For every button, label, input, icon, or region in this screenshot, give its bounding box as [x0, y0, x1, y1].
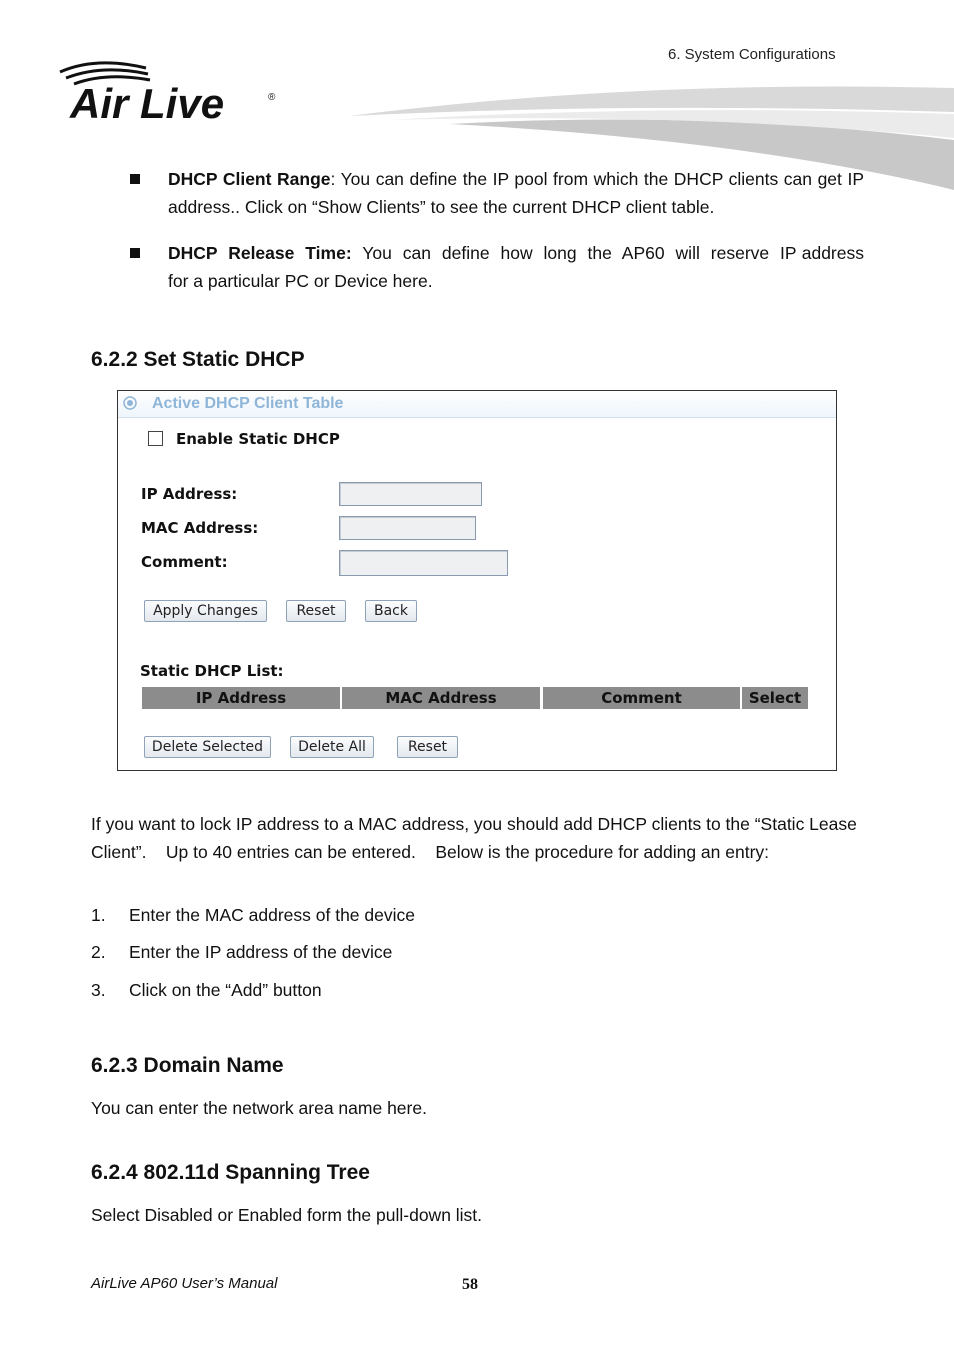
- delete-all-button[interactable]: Delete All: [290, 736, 374, 758]
- static-dhcp-screenshot: [117, 390, 837, 771]
- step-text: Enter the IP address of the device: [129, 942, 393, 962]
- panel-title-bar: [118, 391, 836, 418]
- column-header-comment: Comment: [543, 687, 740, 709]
- step-1: [91, 905, 415, 926]
- panel-title: Active DHCP Client Table: [152, 395, 344, 412]
- reset-button[interactable]: Reset: [286, 600, 346, 622]
- column-header-select: Select: [742, 687, 808, 709]
- airlive-logo: [56, 58, 286, 128]
- svg-text:®: ®: [268, 92, 276, 103]
- chapter-header: 6. System Configurations: [668, 46, 836, 63]
- enable-static-dhcp-label: Enable Static DHCP: [176, 430, 340, 448]
- ip-address-label: IP Address:: [141, 485, 238, 503]
- column-header-ip-address: IP Address: [142, 687, 340, 709]
- step-number: 1.: [91, 905, 106, 925]
- section-heading-623: 6.2.3 Domain Name: [91, 1054, 284, 1077]
- logo-text: Air Live: [70, 80, 225, 127]
- bullet-dhcp-release-time: [130, 239, 869, 295]
- step-text: Click on the “Add” button: [129, 980, 322, 1000]
- bullet-term: DHCP Client Range: [168, 169, 331, 189]
- delete-selected-button[interactable]: Delete Selected: [144, 736, 271, 758]
- radio-target-icon: [123, 396, 137, 410]
- bullet-square-icon: [130, 174, 140, 184]
- section-624-text: Select Disabled or Enabled form the pull-down list.: [91, 1205, 483, 1225]
- mac-address-input[interactable]: [339, 516, 476, 540]
- back-button[interactable]: Back: [365, 600, 417, 622]
- bullet-desc: : You can define the IP pool from which the DHCP clients can get IP address.. Click on “Show Clients” to see the current DHCP client table.: [168, 169, 864, 217]
- mac-address-label: MAC Address:: [141, 519, 259, 537]
- step-2: [91, 942, 392, 963]
- bullet-desc: You can define how long the AP60 will reserve IP address for a particular PC or Device here.: [168, 243, 869, 291]
- static-dhcp-list-label: Static DHCP List:: [140, 662, 284, 680]
- apply-changes-button[interactable]: Apply Changes: [144, 600, 267, 622]
- list-reset-button[interactable]: Reset: [397, 736, 458, 758]
- section-heading-622: 6.2.2 Set Static DHCP: [91, 348, 305, 371]
- footer-manual-title: AirLive AP60 User’s Manual: [91, 1275, 278, 1292]
- step-number: 2.: [91, 942, 106, 962]
- page-number: 58: [462, 1276, 478, 1293]
- bullet-square-icon: [130, 248, 140, 258]
- ip-address-input[interactable]: [339, 482, 482, 506]
- column-header-mac-address: MAC Address: [342, 687, 540, 709]
- bullet-dhcp-client-range: [130, 165, 864, 221]
- section-623-text: You can enter the network area name here.: [91, 1098, 427, 1118]
- bullet-term: DHCP Release Time:: [168, 243, 352, 263]
- intro-paragraph: If you want to lock IP address to a MAC address, you should add DHCP clients to the “Static Lease Client”. Up to 40 entries can be entered. Below is the procedure for adding an entry:: [91, 814, 862, 862]
- step-3: [91, 980, 322, 1001]
- section-heading-624: 6.2.4 802.11d Spanning Tree: [91, 1161, 370, 1184]
- enable-static-dhcp-checkbox[interactable]: [148, 431, 163, 446]
- step-text: Enter the MAC address of the device: [129, 905, 415, 925]
- comment-label: Comment:: [141, 553, 228, 571]
- step-number: 3.: [91, 980, 106, 1000]
- comment-input[interactable]: [339, 550, 508, 576]
